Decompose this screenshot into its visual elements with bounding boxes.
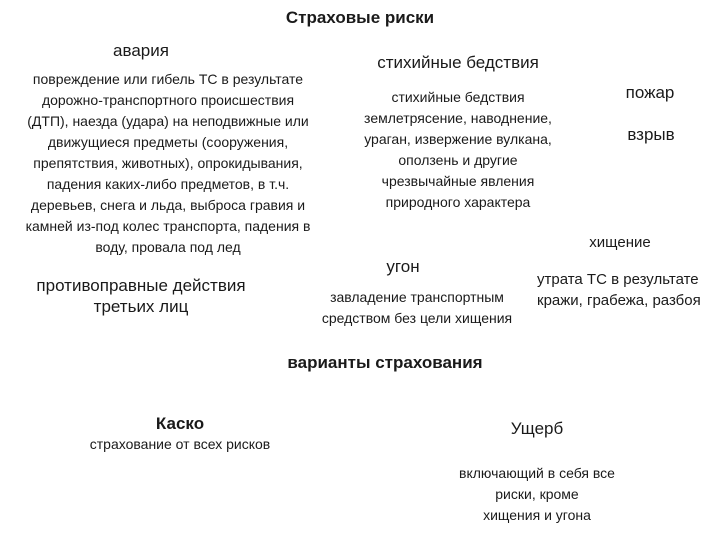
page-title: Страховые риски	[285, 8, 435, 27]
accident-description: повреждение или гибель ТС в результате дорожно-транспортного происшествия (ДТП), наезда (удара) на неподвижные или движущиеся предметы (сооружения, препятствия, животных), опрокидывания, падения каких-либо предметов, в т.ч. деревьев, снега и льда, выброса гравия и камней из-под колес транспорта, падения в воду, провала под лед	[25, 71, 311, 255]
theft-description: утрата ТС в результате кражи, грабежа, разбоя	[537, 271, 701, 309]
hijacking-description: завладение транспортным средством без цели хищения	[321, 289, 513, 326]
accident-heading: авария	[113, 41, 169, 60]
damage-heading: Ущерб	[510, 419, 564, 438]
variants-title: варианты страхования	[287, 353, 483, 372]
hijacking-heading: угон	[386, 257, 420, 276]
damage-description: включающий в себя все риски, кроме хищения и угона	[459, 465, 615, 523]
disasters-description: стихийные бедствия землетрясение, наводнение, ураган, извержение вулкана, оползень и другие чрезвычайные явления природного характера	[364, 89, 552, 210]
fire-label: пожар	[625, 83, 675, 102]
kasko-heading: Каско	[155, 414, 205, 433]
disasters-heading: стихийные бедствия	[377, 53, 539, 72]
explosion-label: взрыв	[627, 125, 675, 144]
theft-heading: хищение	[589, 234, 651, 251]
kasko-description: страхование от всех рисков	[89, 436, 271, 452]
third-parties-label: противоправные действия третьих лиц	[36, 276, 246, 316]
